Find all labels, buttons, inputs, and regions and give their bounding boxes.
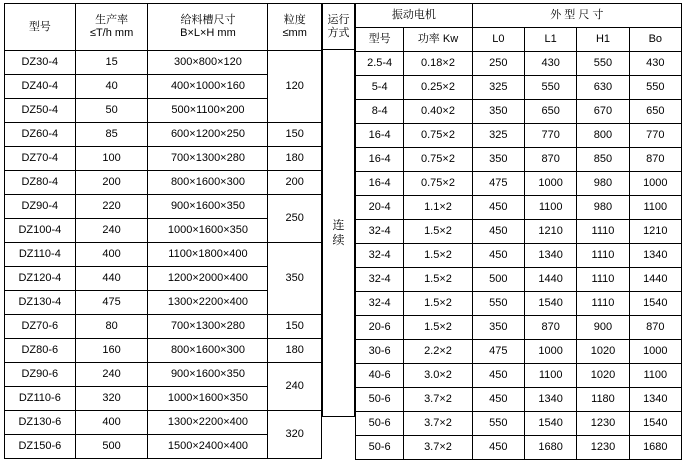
cell-model: DZ30-4 bbox=[5, 51, 76, 75]
cell-model: DZ110-6 bbox=[5, 387, 76, 411]
cell-h1: 1110 bbox=[577, 244, 629, 268]
cell-capacity: 220 bbox=[75, 195, 148, 219]
cell-model: DZ80-6 bbox=[5, 339, 76, 363]
cell-l1: 1540 bbox=[525, 292, 577, 316]
cell-vm-model: 32-4 bbox=[356, 292, 404, 316]
table-row bbox=[356, 268, 682, 292]
cell-vm-power: 3.7×2 bbox=[404, 388, 472, 412]
operation-mode-value-line1: 连 bbox=[332, 218, 345, 232]
cell-l0: 450 bbox=[472, 388, 524, 412]
feeder-spec-table-right bbox=[355, 3, 682, 460]
cell-capacity: 475 bbox=[75, 291, 148, 315]
cell-model: DZ50-4 bbox=[5, 99, 76, 123]
cell-capacity: 200 bbox=[75, 171, 148, 195]
cell-l1: 1540 bbox=[525, 412, 577, 436]
cell-trough-size: 600×1200×250 bbox=[148, 123, 268, 147]
cell-model: DZ70-4 bbox=[5, 147, 76, 171]
header-trough-size bbox=[148, 4, 268, 51]
table-row bbox=[356, 364, 682, 388]
cell-capacity: 400 bbox=[75, 243, 148, 267]
cell-capacity: 240 bbox=[75, 363, 148, 387]
cell-l0: 500 bbox=[472, 268, 524, 292]
cell-l0: 350 bbox=[472, 100, 524, 124]
operation-mode-column bbox=[322, 3, 355, 417]
table-row bbox=[356, 220, 682, 244]
cell-vm-power: 0.40×2 bbox=[404, 100, 472, 124]
cell-grain-size: 350 bbox=[268, 243, 322, 315]
cell-trough-size: 300×800×120 bbox=[148, 51, 268, 75]
header-model-line1: 型号 bbox=[28, 20, 51, 33]
cell-model: DZ130-4 bbox=[5, 291, 76, 315]
header-vm-power: 功率 Kw bbox=[404, 28, 472, 52]
table-row bbox=[356, 100, 682, 124]
table-row bbox=[5, 363, 322, 387]
cell-l0: 475 bbox=[472, 172, 524, 196]
cell-h1: 1110 bbox=[577, 268, 629, 292]
cell-trough-size: 700×1300×280 bbox=[148, 315, 268, 339]
cell-trough-size: 800×1600×300 bbox=[148, 339, 268, 363]
cell-b0: 650 bbox=[629, 100, 681, 124]
cell-h1: 850 bbox=[577, 148, 629, 172]
cell-l1: 870 bbox=[525, 148, 577, 172]
cell-h1: 630 bbox=[577, 76, 629, 100]
cell-trough-size: 500×1100×200 bbox=[148, 99, 268, 123]
cell-b0: 870 bbox=[629, 316, 681, 340]
cell-trough-size: 1200×2000×400 bbox=[148, 267, 268, 291]
cell-b0: 1340 bbox=[629, 244, 681, 268]
cell-l1: 430 bbox=[525, 52, 577, 76]
cell-b0: 1680 bbox=[629, 436, 681, 460]
feeder-spec-table-left bbox=[4, 3, 322, 459]
table-row bbox=[356, 340, 682, 364]
cell-grain-size: 120 bbox=[268, 51, 322, 123]
cell-vm-model: 40-6 bbox=[356, 364, 404, 388]
header-model bbox=[5, 4, 76, 51]
cell-grain-size: 150 bbox=[268, 123, 322, 147]
table-row bbox=[356, 436, 682, 460]
cell-l1: 1210 bbox=[525, 220, 577, 244]
cell-vm-power: 0.75×2 bbox=[404, 124, 472, 148]
cell-capacity: 500 bbox=[75, 435, 148, 459]
cell-vm-model: 32-4 bbox=[356, 244, 404, 268]
cell-h1: 670 bbox=[577, 100, 629, 124]
header-vm-model: 型号 bbox=[356, 28, 404, 52]
cell-b0: 1100 bbox=[629, 196, 681, 220]
cell-model: DZ90-6 bbox=[5, 363, 76, 387]
cell-l0: 250 bbox=[472, 52, 524, 76]
cell-model: DZ100-4 bbox=[5, 219, 76, 243]
cell-l0: 550 bbox=[472, 292, 524, 316]
cell-vm-power: 1.5×2 bbox=[404, 316, 472, 340]
cell-vm-power: 1.1×2 bbox=[404, 196, 472, 220]
cell-trough-size: 1100×1800×400 bbox=[148, 243, 268, 267]
cell-model: DZ70-6 bbox=[5, 315, 76, 339]
table-row bbox=[356, 316, 682, 340]
cell-vm-model: 50-6 bbox=[356, 436, 404, 460]
cell-capacity: 50 bbox=[75, 99, 148, 123]
cell-h1: 900 bbox=[577, 316, 629, 340]
header-vibration-motor: 振动电机 bbox=[356, 4, 473, 28]
header-capacity-line1: 生产率 bbox=[95, 14, 129, 27]
cell-capacity: 100 bbox=[75, 147, 148, 171]
cell-vm-model: 50-6 bbox=[356, 388, 404, 412]
table-row bbox=[5, 243, 322, 267]
header-trough-line1: 给料槽尺寸 bbox=[180, 14, 236, 27]
cell-l1: 770 bbox=[525, 124, 577, 148]
cell-grain-size: 250 bbox=[268, 195, 322, 243]
cell-grain-size: 150 bbox=[268, 315, 322, 339]
cell-vm-model: 16-4 bbox=[356, 172, 404, 196]
cell-capacity: 40 bbox=[75, 75, 148, 99]
header-h1: H1 bbox=[577, 28, 629, 52]
cell-h1: 1110 bbox=[577, 292, 629, 316]
cell-b0: 770 bbox=[629, 124, 681, 148]
cell-l0: 350 bbox=[472, 148, 524, 172]
cell-capacity: 400 bbox=[75, 411, 148, 435]
cell-grain-size: 320 bbox=[268, 411, 322, 459]
header-grain-line2: ≤mm bbox=[282, 27, 307, 39]
cell-vm-power: 3.7×2 bbox=[404, 436, 472, 460]
cell-vm-model: 2.5-4 bbox=[356, 52, 404, 76]
header-l0: L0 bbox=[472, 28, 524, 52]
cell-grain-size: 180 bbox=[268, 147, 322, 171]
cell-l0: 350 bbox=[472, 316, 524, 340]
cell-vm-model: 20-4 bbox=[356, 196, 404, 220]
cell-trough-size: 800×1600×300 bbox=[148, 171, 268, 195]
cell-b0: 1540 bbox=[629, 412, 681, 436]
cell-l1: 650 bbox=[525, 100, 577, 124]
header-operation-mode-line2: 方式 bbox=[327, 26, 350, 39]
cell-grain-size: 240 bbox=[268, 363, 322, 411]
cell-b0: 870 bbox=[629, 148, 681, 172]
cell-vm-power: 1.5×2 bbox=[404, 220, 472, 244]
cell-l1: 1440 bbox=[525, 268, 577, 292]
table-row bbox=[356, 412, 682, 436]
cell-trough-size: 1000×1600×350 bbox=[148, 387, 268, 411]
table-row bbox=[356, 172, 682, 196]
right-table-header bbox=[356, 4, 682, 52]
cell-vm-model: 32-4 bbox=[356, 220, 404, 244]
table-row bbox=[356, 148, 682, 172]
cell-l1: 550 bbox=[525, 76, 577, 100]
cell-model: DZ120-4 bbox=[5, 267, 76, 291]
cell-l0: 450 bbox=[472, 244, 524, 268]
cell-vm-power: 2.2×2 bbox=[404, 340, 472, 364]
cell-grain-size: 200 bbox=[268, 171, 322, 195]
cell-l1: 1000 bbox=[525, 340, 577, 364]
cell-b0: 1540 bbox=[629, 292, 681, 316]
cell-vm-power: 3.7×2 bbox=[404, 412, 472, 436]
cell-vm-power: 1.5×2 bbox=[404, 244, 472, 268]
cell-l0: 475 bbox=[472, 340, 524, 364]
table-row bbox=[5, 339, 322, 363]
cell-trough-size: 1000×1600×350 bbox=[148, 219, 268, 243]
cell-vm-model: 8-4 bbox=[356, 100, 404, 124]
header-grain-size bbox=[268, 4, 322, 51]
table-header-row bbox=[5, 4, 322, 51]
cell-model: DZ60-4 bbox=[5, 123, 76, 147]
table-row bbox=[5, 171, 322, 195]
cell-l0: 325 bbox=[472, 76, 524, 100]
cell-l1: 1100 bbox=[525, 364, 577, 388]
cell-h1: 980 bbox=[577, 196, 629, 220]
cell-b0: 1100 bbox=[629, 364, 681, 388]
cell-l0: 450 bbox=[472, 436, 524, 460]
cell-l0: 550 bbox=[472, 412, 524, 436]
cell-vm-power: 1.5×2 bbox=[404, 268, 472, 292]
cell-l1: 1680 bbox=[525, 436, 577, 460]
cell-b0: 1440 bbox=[629, 268, 681, 292]
cell-vm-model: 30-6 bbox=[356, 340, 404, 364]
table-row bbox=[5, 51, 322, 75]
cell-capacity: 80 bbox=[75, 315, 148, 339]
cell-capacity: 15 bbox=[75, 51, 148, 75]
cell-h1: 800 bbox=[577, 124, 629, 148]
cell-b0: 1000 bbox=[629, 340, 681, 364]
cell-trough-size: 700×1300×280 bbox=[148, 147, 268, 171]
cell-b0: 430 bbox=[629, 52, 681, 76]
cell-l1: 1340 bbox=[525, 388, 577, 412]
cell-capacity: 160 bbox=[75, 339, 148, 363]
table-row bbox=[5, 195, 322, 219]
cell-model: DZ80-4 bbox=[5, 171, 76, 195]
cell-l1: 870 bbox=[525, 316, 577, 340]
cell-model: DZ130-6 bbox=[5, 411, 76, 435]
header-l1: L1 bbox=[525, 28, 577, 52]
cell-vm-power: 1.5×2 bbox=[404, 292, 472, 316]
table-row bbox=[356, 76, 682, 100]
operation-mode-value-line2: 续 bbox=[332, 233, 345, 247]
cell-trough-size: 1500×2400×400 bbox=[148, 435, 268, 459]
cell-vm-power: 3.0×2 bbox=[404, 364, 472, 388]
cell-capacity: 440 bbox=[75, 267, 148, 291]
table-row bbox=[356, 388, 682, 412]
header-b0: Bo bbox=[629, 28, 681, 52]
cell-h1: 980 bbox=[577, 172, 629, 196]
cell-b0: 550 bbox=[629, 76, 681, 100]
cell-h1: 1230 bbox=[577, 436, 629, 460]
header-grain-line1: 粒度 bbox=[283, 14, 306, 27]
cell-l0: 325 bbox=[472, 124, 524, 148]
cell-vm-power: 0.75×2 bbox=[404, 148, 472, 172]
cell-l0: 450 bbox=[472, 220, 524, 244]
cell-h1: 1110 bbox=[577, 220, 629, 244]
header-outline-dimensions: 外 型 尺 寸 bbox=[472, 4, 681, 28]
cell-vm-model: 50-6 bbox=[356, 412, 404, 436]
cell-model: DZ150-6 bbox=[5, 435, 76, 459]
cell-grain-size: 180 bbox=[268, 339, 322, 363]
cell-vm-power: 0.75×2 bbox=[404, 172, 472, 196]
cell-model: DZ110-4 bbox=[5, 243, 76, 267]
left-table-header bbox=[5, 4, 322, 51]
cell-trough-size: 900×1600×350 bbox=[148, 363, 268, 387]
header-operation-mode-line1: 运行 bbox=[327, 14, 350, 27]
operation-mode-value bbox=[323, 50, 354, 416]
header-capacity bbox=[75, 4, 148, 51]
cell-l1: 1000 bbox=[525, 172, 577, 196]
cell-h1: 550 bbox=[577, 52, 629, 76]
cell-h1: 1020 bbox=[577, 340, 629, 364]
table-row bbox=[5, 123, 322, 147]
table-row bbox=[356, 244, 682, 268]
cell-h1: 1020 bbox=[577, 364, 629, 388]
cell-l0: 450 bbox=[472, 364, 524, 388]
table-row bbox=[356, 196, 682, 220]
table-row bbox=[5, 147, 322, 171]
table-row bbox=[356, 124, 682, 148]
cell-b0: 1340 bbox=[629, 388, 681, 412]
cell-vm-power: 0.18×2 bbox=[404, 52, 472, 76]
table-subheader-row bbox=[356, 28, 682, 52]
cell-b0: 1000 bbox=[629, 172, 681, 196]
table-group-header-row bbox=[356, 4, 682, 28]
table-row bbox=[5, 411, 322, 435]
cell-h1: 1180 bbox=[577, 388, 629, 412]
cell-vm-model: 16-4 bbox=[356, 124, 404, 148]
header-capacity-line2: ≤T/h mm bbox=[89, 27, 134, 39]
cell-l1: 1340 bbox=[525, 244, 577, 268]
cell-vm-model: 20-6 bbox=[356, 316, 404, 340]
cell-l1: 1100 bbox=[525, 196, 577, 220]
header-operation-mode bbox=[323, 4, 354, 50]
cell-l0: 450 bbox=[472, 196, 524, 220]
cell-trough-size: 1300×2200×400 bbox=[148, 411, 268, 435]
cell-trough-size: 400×1000×160 bbox=[148, 75, 268, 99]
left-table-body bbox=[5, 51, 322, 459]
table-row bbox=[356, 292, 682, 316]
cell-capacity: 240 bbox=[75, 219, 148, 243]
cell-model: DZ90-4 bbox=[5, 195, 76, 219]
header-trough-line2: B×L×H mm bbox=[180, 27, 236, 39]
cell-vm-model: 5-4 bbox=[356, 76, 404, 100]
table-row bbox=[356, 52, 682, 76]
cell-trough-size: 1300×2200×400 bbox=[148, 291, 268, 315]
cell-model: DZ40-4 bbox=[5, 75, 76, 99]
cell-vm-model: 16-4 bbox=[356, 148, 404, 172]
cell-vm-power: 0.25×2 bbox=[404, 76, 472, 100]
cell-capacity: 320 bbox=[75, 387, 148, 411]
cell-h1: 1230 bbox=[577, 412, 629, 436]
cell-capacity: 85 bbox=[75, 123, 148, 147]
table-row bbox=[5, 315, 322, 339]
cell-b0: 1210 bbox=[629, 220, 681, 244]
cell-trough-size: 900×1600×350 bbox=[148, 195, 268, 219]
right-table-body bbox=[356, 52, 682, 460]
cell-vm-model: 32-4 bbox=[356, 268, 404, 292]
